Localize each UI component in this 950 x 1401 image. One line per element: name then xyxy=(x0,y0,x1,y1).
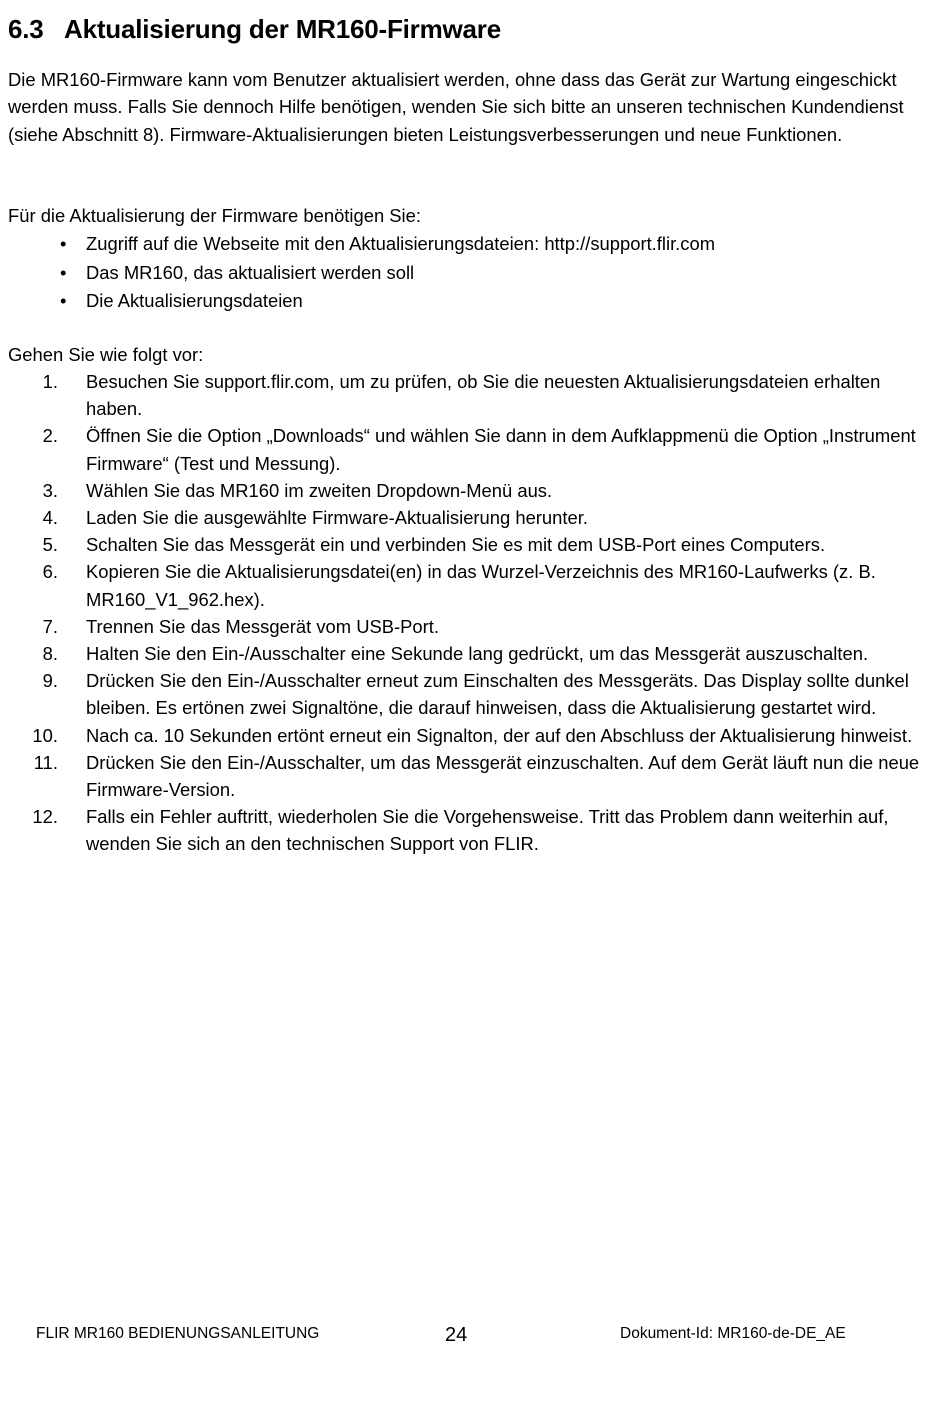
list-item-text: Zugriff auf die Webseite mit den Aktualisierungsdateien: http://support.flir.com xyxy=(86,233,716,254)
step-text: Drücken Sie den Ein-/Ausschalter, um das Messgerät einzuschalten. Auf dem Gerät läuft nun die neue Firmware-Version. xyxy=(86,751,920,801)
list-item xyxy=(8,230,923,259)
step-number: 6. xyxy=(42,561,58,583)
step-item xyxy=(8,803,923,857)
bullet-icon: • xyxy=(60,233,67,254)
step-item xyxy=(8,368,923,422)
requirements-list xyxy=(8,230,923,316)
step-text: Schalten Sie das Messgerät ein und verbinden Sie es mit dem USB-Port eines Computers. xyxy=(86,534,826,556)
step-text: Laden Sie die ausgewählte Firmware-Aktualisierung herunter. xyxy=(86,507,588,529)
footer-document-id: Dokument-Id: MR160-de-DE_AE xyxy=(620,1325,846,1342)
step-item xyxy=(8,640,923,667)
footer-document-title: FLIR MR160 BEDIENUNGSANLEITUNG xyxy=(36,1325,320,1342)
step-text: Wählen Sie das MR160 im zweiten Dropdown-Menü aus. xyxy=(86,479,553,501)
step-number: 1. xyxy=(42,371,58,392)
page-number: 24 xyxy=(445,1324,468,1346)
list-item-text: Die Aktualisierungsdateien xyxy=(86,290,303,312)
section-number: 6.3 xyxy=(8,14,44,44)
step-text: Öffnen Sie die Option „Downloads“ und wählen Sie dann in dem Aufklappmenü die Option „Instrument Firmware“ (Test und Messung). xyxy=(86,425,916,474)
intro-paragraph: Die MR160-Firmware kann vom Benutzer aktualisiert werden, ohne dass das Gerät zur Wartung eingeschickt werden muss. Falls Sie dennoch Hilfe benötigen, wenden Sie sich bitte an unseren technischen Kundendienst (siehe Abschnitt 8). Firmware-Aktualisierungen bieten Leistungsverbesserungen und neue Funktionen. xyxy=(8,69,904,145)
step-item xyxy=(8,504,923,531)
step-number: 5. xyxy=(42,534,58,556)
step-text: Drücken Sie den Ein-/Ausschalter erneut zum Einschalten des Messgeräts. Das Display sollte dunkel bleiben. Es ertönen zwei Signaltöne, die darauf hinweisen, dass die Aktualisierung gestartet wird. xyxy=(86,670,909,719)
procedure-label: Gehen Sie wie folgt vor: xyxy=(8,344,204,365)
section-title: Aktualisierung der MR160-Firmware xyxy=(64,14,501,44)
step-item xyxy=(8,722,923,749)
step-number: 8. xyxy=(42,643,58,665)
list-item xyxy=(8,259,923,288)
step-item xyxy=(8,667,923,721)
step-text: Falls ein Fehler auftritt, wiederholen Sie die Vorgehensweise. Tritt das Problem dann weiterhin auf, wenden Sie sich an den technischen Support von FLIR. xyxy=(86,806,889,855)
step-item xyxy=(8,422,923,476)
step-number: 11. xyxy=(33,751,58,773)
step-item xyxy=(8,531,923,558)
requirements-label: Für die Aktualisierung der Firmware benötigen Sie: xyxy=(8,205,421,226)
step-number: 4. xyxy=(42,507,58,529)
step-item xyxy=(8,477,923,504)
step-text: Halten Sie den Ein-/Ausschalter eine Sekunde lang gedrückt, um das Messgerät auszuschalten. xyxy=(86,643,869,665)
step-item xyxy=(8,558,923,612)
bullet-icon: • xyxy=(60,261,67,283)
step-item xyxy=(8,749,923,803)
step-text: Kopieren Sie die Aktualisierungsdatei(en) in das Wurzel-Verzeichnis des MR160-Laufwerks (z. B. MR160_V1_962.hex). xyxy=(86,561,876,610)
list-item-text: Das MR160, das aktualisiert werden soll xyxy=(86,261,415,283)
step-number: 10. xyxy=(32,724,58,746)
step-text: Trennen Sie das Messgerät vom USB-Port. xyxy=(86,615,439,637)
step-text: Besuchen Sie support.flir.com, um zu prüfen, ob Sie die neuesten Aktualisierungsdateien erhalten haben. xyxy=(86,371,881,420)
step-text: Nach ca. 10 Sekunden ertönt erneut ein Signalton, der auf den Abschluss der Aktualisierung hinweist. xyxy=(86,724,913,746)
step-number: 12. xyxy=(32,806,58,828)
list-item xyxy=(8,287,923,316)
step-number: 7. xyxy=(42,615,58,637)
procedure-steps-list xyxy=(8,368,923,858)
step-number: 2. xyxy=(42,425,58,447)
bullet-icon: • xyxy=(60,290,67,312)
step-number: 9. xyxy=(42,670,58,692)
step-number: 3. xyxy=(42,479,58,501)
step-item xyxy=(8,613,923,640)
section-heading xyxy=(8,14,501,45)
